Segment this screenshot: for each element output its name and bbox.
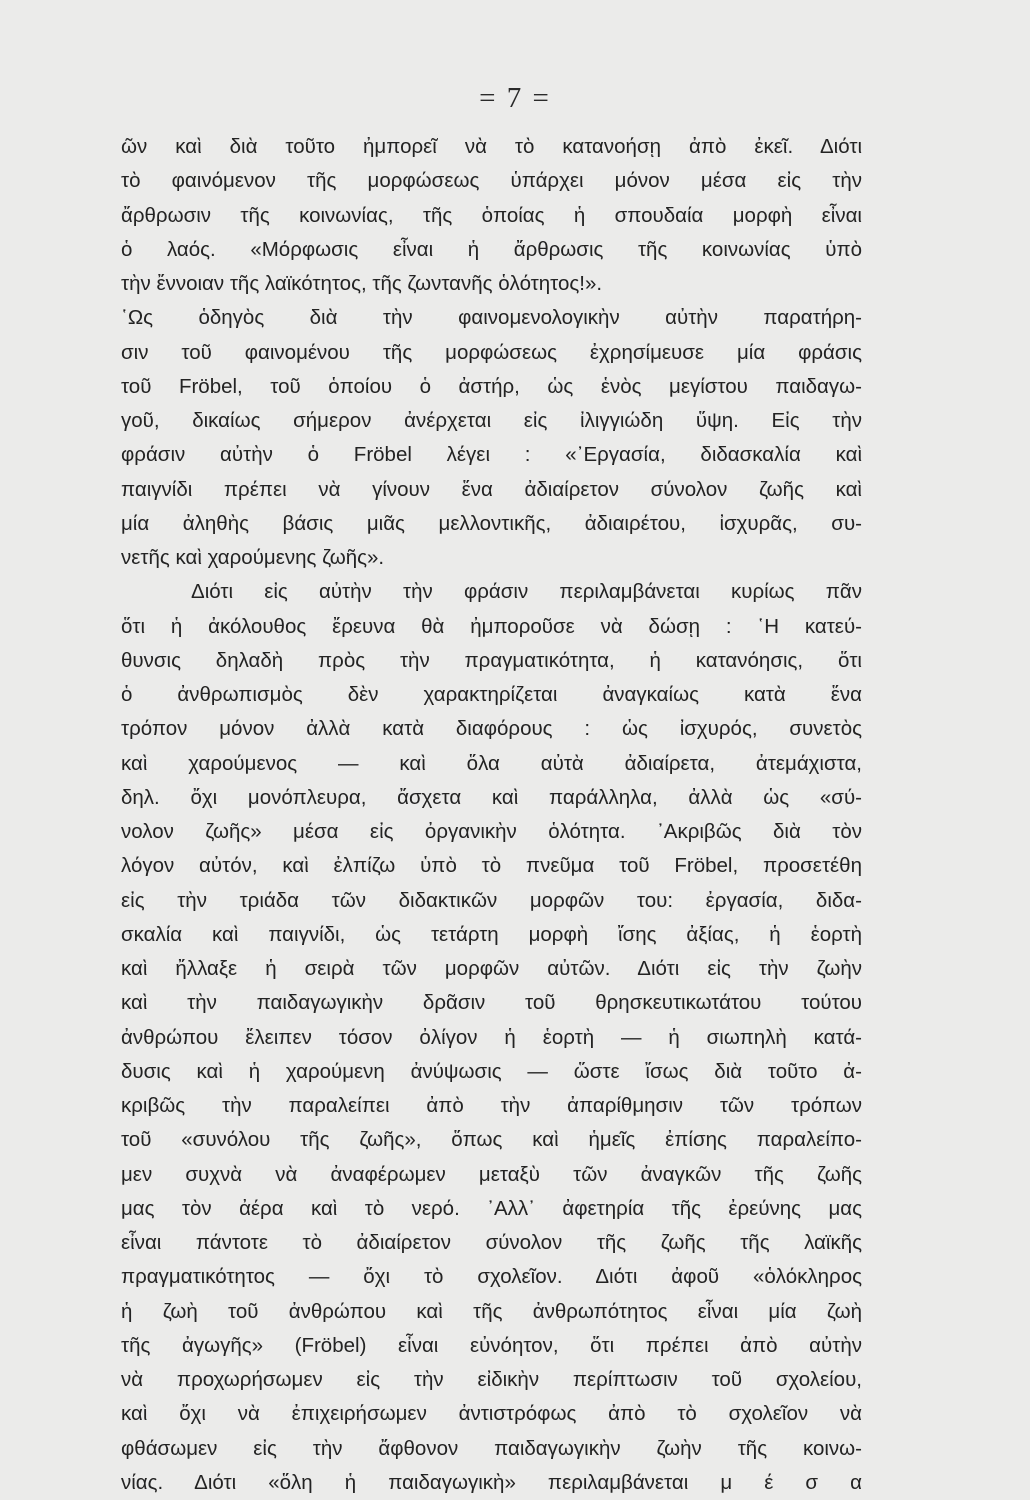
text-line: ὅτι ἡ ἀκόλουθος ἔρευνα θὰ ἠμποροῦσε νὰ δώσῃ : ῾Η κατεύ- bbox=[121, 614, 862, 638]
text-line: Διότι εἰς αὐτὴν τὴν φράσιν περιλαμβάνεται κυρίως πᾶν bbox=[191, 580, 862, 604]
text-line: ἄρθρωσιν τῆς κοινωνίας, τῆς ὁποίας ἡ σπουδαία μορφὴ εἶναι bbox=[121, 203, 862, 227]
text-line: τῆς ἀγωγῆς» (Fröbel) εἶναι εὐνόητον, ὅτι πρέπει ἀπὸ αὐτὴν bbox=[121, 1333, 862, 1357]
body-text bbox=[121, 130, 862, 1500]
text-line: ὁ λαός. «Μόρφωσις εἶναι ἡ ἄρθρωσις τῆς κοινωνίας ὑπὸ bbox=[121, 237, 862, 261]
text-line: τοῦ «συνόλου τῆς ζωῆς», ὅπως καὶ ἡμεῖς ἐπίσης παραλείπο- bbox=[121, 1128, 862, 1152]
text-line: παιγνίδι πρέπει νὰ γίνουν ἕνα ἀδιαίρετον σύνολον ζωῆς καὶ bbox=[121, 477, 862, 501]
text-line: φθάσωμεν εἰς τὴν ἄφθονον παιδαγωγικὴν ζωὴν τῆς κοινω- bbox=[121, 1436, 862, 1460]
text-line: ὁ ἀνθρωπισμὸς δὲν χαρακτηρίζεται ἀναγκαίως κατὰ ἕνα bbox=[121, 683, 862, 706]
text-line: νίας. Διότι «ὅλη ἡ παιδαγωγικὴ» περιλαμβάνεται μ έ σ α bbox=[121, 1470, 862, 1494]
text-line: νὰ προχωρήσωμεν εἰς τὴν εἰδικὴν περίπτωσιν τοῦ σχολείου, bbox=[121, 1368, 862, 1391]
text-line: νετῆς καὶ χαρούμενης ζωῆς». bbox=[121, 546, 385, 569]
text-line: δυσις καὶ ἡ χαρούμενη ἀνύψωσις — ὥστε ἴσως διὰ τοῦτο ἀ- bbox=[121, 1059, 862, 1083]
text-line: σιν τοῦ φαινομένου τῆς μορφώσεως ἐχρησίμευσε μία φράσις bbox=[121, 340, 862, 364]
text-line: νολον ζωῆς» μέσα εἰς ὀργανικὴν ὁλότητα. ᾽Ακριβῶς διὰ τὸν bbox=[121, 820, 862, 843]
text-line: λόγον αὐτόν, καὶ ἐλπίζω ὑπὸ τὸ πνεῦμα τοῦ Fröbel, προσετέθη bbox=[121, 854, 862, 878]
text-line: δηλ. ὄχι μονόπλευρα, ἄσχετα καὶ παράλληλα, ἀλλὰ ὡς «σύ- bbox=[121, 785, 862, 809]
text-line: τὴν ἔννοιαν τῆς λαϊκότητος, τῆς ζωντανῆς ὁλότητος!». bbox=[121, 272, 603, 295]
text-line: καὶ ἤλλαξε ἡ σειρὰ τῶν μορφῶν αὐτῶν. Διότι εἰς τὴν ζωὴν bbox=[121, 957, 862, 980]
text-line: εἰς τὴν τριάδα τῶν διδακτικῶν μορφῶν του: ἐργασία, διδα- bbox=[121, 888, 862, 912]
text-line: κριβῶς τὴν παραλείπει ἀπὸ τὴν ἀπαρίθμησιν τῶν τρόπων bbox=[121, 1094, 862, 1117]
text-line: μεν συχνὰ νὰ ἀναφέρωμεν μεταξὺ τῶν ἀναγκῶν τῆς ζωῆς bbox=[121, 1162, 862, 1186]
text-line: ἀνθρώπου ἔλειπεν τόσον ὀλίγον ἡ ἑορτὴ — ἡ σιωπηλὴ κατά- bbox=[121, 1025, 862, 1049]
text-line: καὶ χαρούμενος — καὶ ὅλα αὐτὰ ἀδιαίρετα, ἀτεμάχιστα, bbox=[121, 751, 862, 775]
text-line: φράσιν αὐτὴν ὁ Fröbel λέγει : «᾽Εργασία, διδασκαλία καὶ bbox=[121, 443, 862, 467]
text-line: καὶ ὄχι νὰ ἐπιχειρήσωμεν ἀντιστρόφως ἀπὸ τὸ σχολεῖον νὰ bbox=[121, 1402, 862, 1426]
text-line: τοῦ Fröbel, τοῦ ὁποίου ὁ ἀστήρ, ὡς ἑνὸς μεγίστου παιδαγω- bbox=[121, 374, 862, 398]
text-line: ἡ ζωὴ τοῦ ἀνθρώπου καὶ τῆς ἀνθρωπότητος εἶναι μία ζωὴ bbox=[121, 1299, 862, 1323]
text-line: ῾Ως ὁδηγὸς διὰ τὴν φαινομενολογικὴν αὐτὴν παρατήρη- bbox=[121, 306, 862, 330]
text-line: ῶν καὶ διὰ τοῦτο ἠμπορεῖ νὰ τὸ κατανοήσῃ ἀπὸ ἐκεῖ. Διότι bbox=[121, 135, 862, 158]
text-line: πραγματικότητος — ὄχι τὸ σχολεῖον. Διότι ἀφοῦ «ὁλόκληρος bbox=[121, 1265, 862, 1289]
text-line: μία ἀληθὴς βάσις μιᾶς μελλοντικῆς, ἀδιαιρέτου, ἰσχυρᾶς, συ- bbox=[121, 511, 862, 535]
text-line: σκαλία καὶ παιγνίδι, ὡς τετάρτη μορφὴ ἴσης ἀξίας, ἡ ἑορτὴ bbox=[121, 922, 862, 946]
text-line: γοῦ, δικαίως σήμερον ἀνέρχεται εἰς ἰλιγγιώδη ὕψη. Εἰς τὴν bbox=[121, 409, 862, 432]
text-line: μας τὸν ἀέρα καὶ τὸ νερό. ᾽Αλλ᾽ ἀφετηρία τῆς ἐρεύνης μας bbox=[121, 1196, 862, 1220]
text-line: θυνσις δηλαδὴ πρὸς τὴν πραγματικότητα, ἡ κατανόησις, ὅτι bbox=[121, 648, 862, 672]
text-line: τρόπον μόνον ἀλλὰ κατὰ διαφόρους : ὡς ἰσχυρός, συνετὸς bbox=[121, 717, 862, 741]
text-line: εἶναι πάντοτε τὸ ἀδιαίρετον σύνολον τῆς ζωῆς τῆς λαϊκῆς bbox=[121, 1231, 862, 1254]
text-line: καὶ τὴν παιδαγωγικὴν δρᾶσιν τοῦ θρησκευτικωτάτου τούτου bbox=[121, 991, 862, 1015]
text-line: τὸ φαινόμενον τῆς μορφώσεως ὑπάρχει μόνον μέσα εἰς τὴν bbox=[121, 169, 862, 193]
page-number: = 7 = bbox=[479, 82, 551, 114]
